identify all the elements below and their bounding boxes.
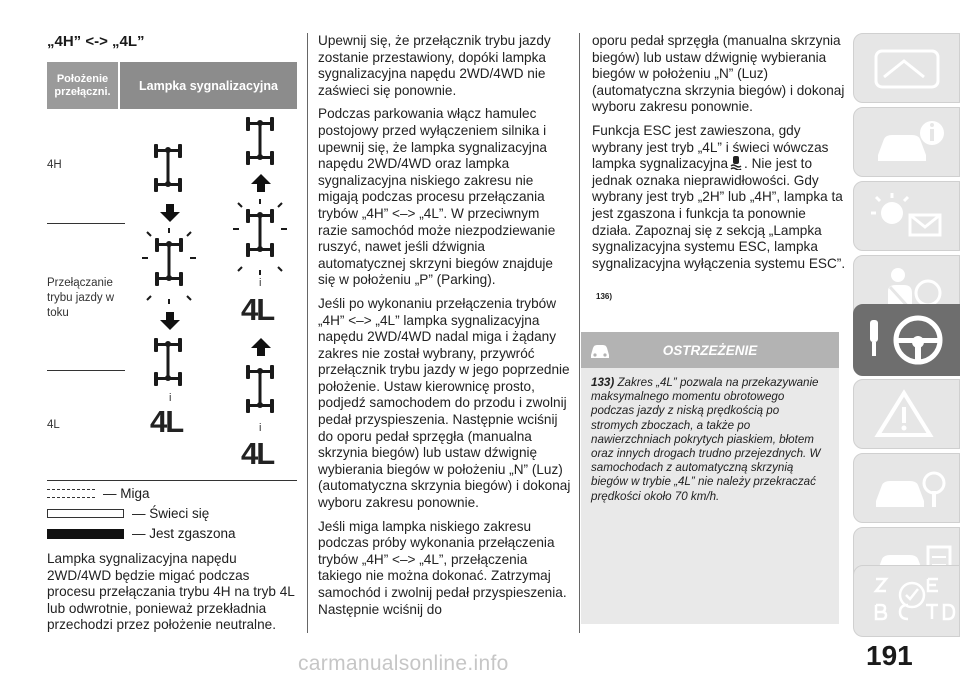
tab-lights-signals[interactable] — [853, 181, 960, 251]
row-label-4h: 4H — [47, 159, 62, 171]
row-label-shifting: Przełączanie trybu jazdy w toku — [47, 277, 115, 319]
column-header-indicator: Lampka sygnalizacyjna — [118, 62, 297, 109]
warning-title: OSTRZEŻENIE — [662, 342, 758, 358]
legend-off-swatch — [47, 529, 124, 539]
drivetrain-blinking-icon — [142, 228, 196, 304]
esc-text-a: Funkcja ESC jest zawieszona, gdy wybrany jest tryb „4L” i świeci wówczas lampka sygnalizacyjna — [592, 122, 829, 172]
arrow-up-icon — [251, 174, 271, 192]
warning-number: 133) — [591, 376, 615, 389]
esc-text-b: . Nie jest to jednak oznaka nieprawidłowości. Gdy wybrany jest tryb „2H” lub „4H”, lampka ta jest zgaszona i funkcja ta ponownie działa. Zapoznaj się z sekcją „Lampka sygnalizacyjna systemu ESC, lampka sygnalizacyjna wyłączenia systemu ESC”. — [592, 156, 846, 271]
legend-on-swatch — [47, 509, 124, 518]
drivetrain-4wd-icon — [238, 363, 282, 421]
warning-light-envelope-icon — [868, 189, 958, 245]
warning-content — [581, 368, 839, 624]
arrow-down-icon — [160, 204, 180, 222]
warning-header — [581, 332, 839, 368]
arrow-up-icon — [251, 338, 271, 356]
drivetrain-4wd-icon — [146, 336, 190, 394]
paragraph: Jeśli miga lampka niskiego zakresu podczas próby wykonania przełączenia trybów „4H” <–> „4L”, przełączenia takiego nie można dokonać. Zatrzymaj samochód i zwolnij pedał przyspieszenia. Następnie wciśnij do — [318, 518, 567, 617]
paragraph: Podczas parkowania włącz hamulec postojowy przed wyłączeniem silnika i upewnij się, że lampka sygnalizacyjna napędu 2WD/4WD oraz lampka sygnalizacyjna niskiego zakresu nie migają podczas procesu przełączania trybów „4H” <–> „4L”. W przeciwnym razie samochód może niezpodziewanie ruszyć, nawet jeśli dźwignia automatycznej skrzyni biegów znajduje się w położeniu „P” (Parking). — [318, 106, 556, 288]
icon-separator-i: i — [169, 392, 172, 404]
section-heading: „4H” <-> „4L” — [47, 33, 145, 50]
warning-triangle-icon — [868, 387, 958, 443]
legend-blink-label: — Miga — [103, 486, 150, 501]
steering-wheel-key-icon — [868, 312, 958, 368]
icon-separator-i: i — [259, 277, 262, 289]
tab-emergency[interactable] — [853, 379, 960, 449]
legend-blinking — [47, 486, 150, 501]
table-bottom-divider — [47, 480, 297, 481]
tab-index[interactable] — [853, 565, 960, 637]
tab-starting-driving[interactable] — [853, 304, 960, 376]
icon-separator-i: i — [259, 422, 262, 434]
column-divider — [307, 33, 308, 633]
row-label-4l: 4L — [47, 419, 60, 431]
table-header — [47, 62, 297, 109]
drivetrain-blinking-icon — [233, 199, 287, 275]
tab-maintenance[interactable] — [853, 453, 960, 523]
drivetrain-4wd-icon — [146, 142, 190, 200]
esc-warning-icon — [730, 156, 742, 170]
page-number: 191 — [866, 640, 913, 671]
footnote-reference: 136) — [596, 292, 613, 301]
low-range-4l-icon: 4L — [241, 292, 274, 327]
row-divider — [47, 370, 125, 371]
row-divider — [47, 223, 125, 224]
legend-off-label: — Jest zgaszona — [132, 526, 236, 541]
column-divider — [579, 33, 580, 633]
column1-paragraph — [47, 551, 297, 641]
paragraph: Upewnij się, że przełącznik trybu jazdy zostanie przestawiony, dopóki lampka sygnalizacyjna napędu 2WD/4WD nie zaświeci się ponownie. — [318, 33, 551, 98]
legend-on — [47, 506, 209, 521]
low-range-4l-icon: 4L — [241, 436, 274, 471]
legend-blink-swatch — [47, 489, 95, 498]
arrow-down-icon — [160, 312, 180, 330]
tab-info[interactable] — [853, 107, 960, 177]
column-header-position: Położenie przełączni. — [47, 62, 118, 109]
car-dashboard-icon — [868, 41, 958, 97]
paragraph: oporu pedał sprzęgła (manualna skrzynia biegów) lub ustaw dźwignię wybierania biegów w położeniu „N” (Luz) (automatyczna skrzynia biegów) i dokonaj wyboru zakresu ponownie. — [592, 33, 845, 115]
car-warning-icon — [589, 339, 611, 361]
column2-text — [318, 33, 572, 625]
watermark: carmanualsonline.info — [298, 652, 509, 675]
car-info-icon — [868, 115, 958, 171]
column3-text — [592, 33, 846, 279]
car-service-icon — [868, 461, 958, 517]
alphabet-index-icon — [868, 573, 958, 629]
low-range-4l-icon: 4L — [150, 404, 183, 439]
paragraph-esc — [592, 123, 846, 272]
paragraph: Lampka sygnalizacyjna napędu 2WD/4WD będzie migać podczas procesu przełączania trybu 4H na tryb 4L lub odwrotnie, ponieważ przekładnia przechodzi przez położenie neutralne. — [47, 551, 295, 633]
warning-text: Zakres „4L” pozwala na przekazywanie maksymalnego momentu obrotowego podczas jazdy z niską prędkością po stromych zboczach, a także po nawierzchniach pokrytych piaskiem, błotem oraz innych drogach trudno przejezdnych. W samochodach z automatyczną skrzynią biegów w trybie „4L” nie należy przekraczać prędkości około 70 km/h. — [591, 376, 821, 503]
tab-car-overview[interactable] — [853, 33, 960, 103]
drivetrain-4wd-icon — [238, 115, 282, 173]
legend-off — [47, 526, 236, 541]
legend-on-label: — Świeci się — [132, 506, 210, 521]
paragraph: Jeśli po wykonaniu przełączenia trybów „4H” <–> „4L” lampka sygnalizacyjna napędu 2WD/4WD nadal miga i żądany zakres nie został wybrany, przywróć przełącznik trybu jazdy w jego poprzednie położenie. Ustaw kierownicę prosto, podjedź samochodem do przodu i zwolnij pedał przyspieszenia. Następnie wciśnij do oporu pedał sprzęgła (manualna skrzynia biegów) lub ustaw dźwignię wybierania biegów w położeniu „N” (Luz) (automatyczna skrzynia biegów) i dokonaj wyboru zakresu ponownie. — [318, 295, 571, 511]
